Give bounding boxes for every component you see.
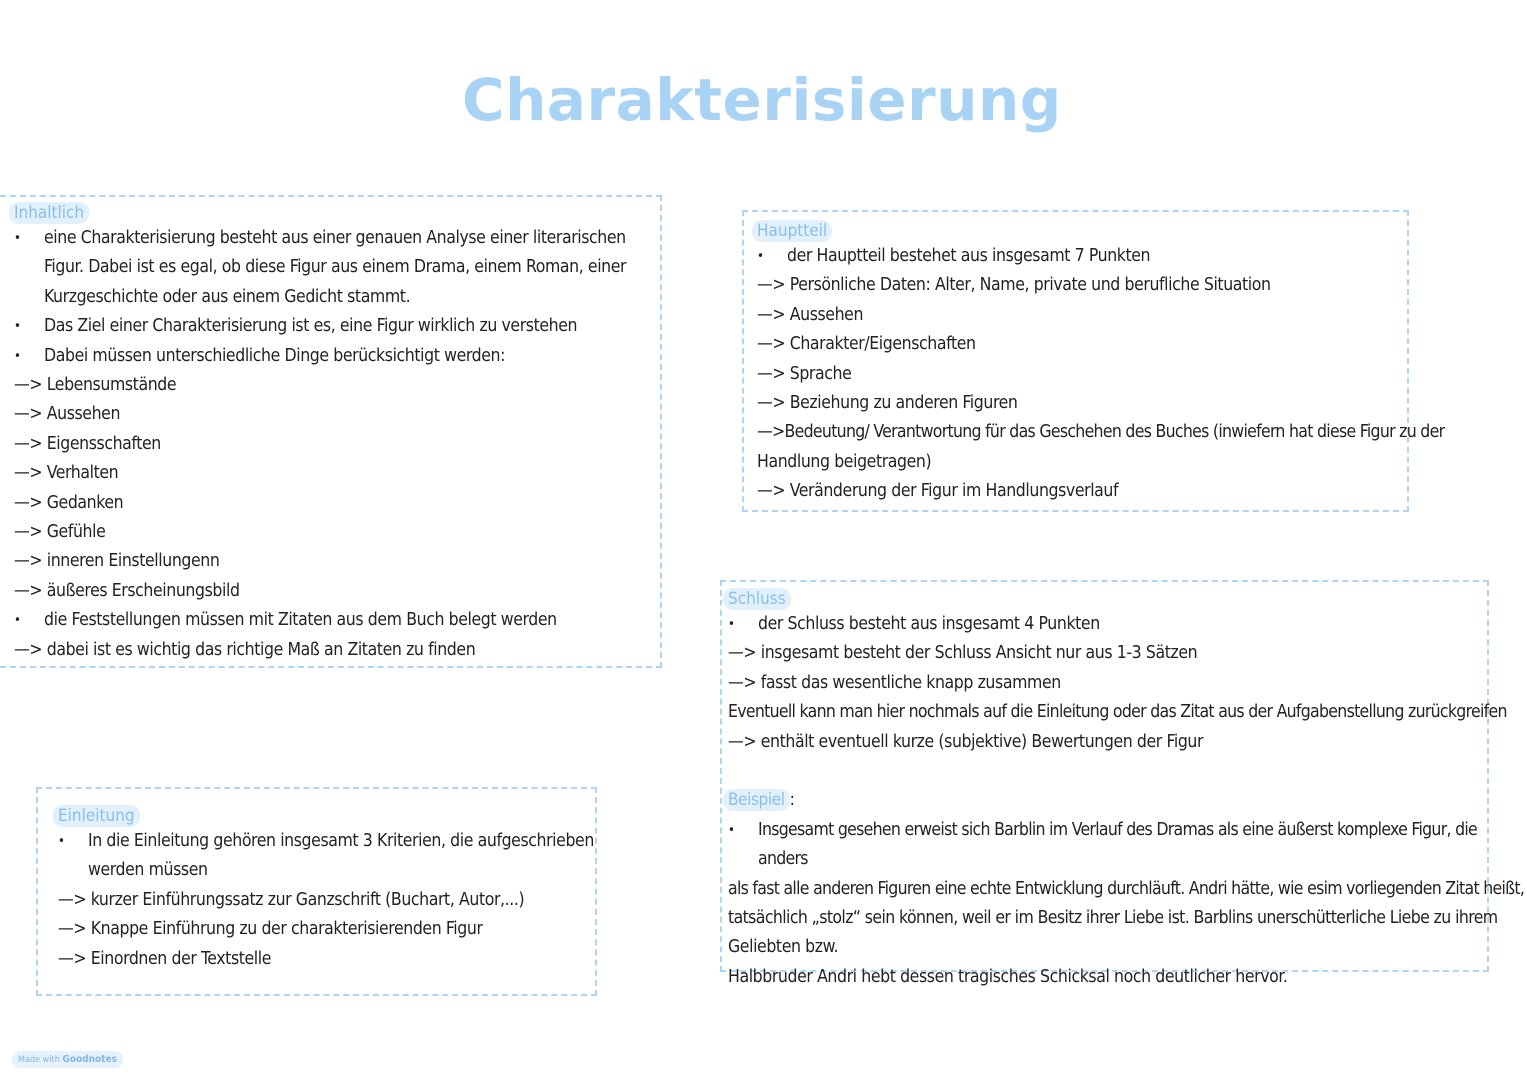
list-item: Handlung beigetragen) — [757, 451, 932, 472]
list-item: —> dabei ist es wichtig das richtige Maß an Zitaten zu finden — [14, 639, 476, 660]
list-item: —> Aussehen — [14, 404, 121, 425]
list-item: —> Sprache — [757, 363, 852, 384]
list-item: —> Gefühle — [14, 522, 106, 543]
list-item: —> Verhalten — [14, 463, 119, 484]
page-title: Charakterisierung — [462, 66, 1062, 134]
beispiel-line: als fast alle anderen Figuren eine echte Entwicklung durchläuft. Andri hätte, wie esim vorliegenden Zitat heißt, — [728, 878, 1525, 899]
list-item: —> Eigensschaften — [14, 433, 161, 454]
inhaltlich-bullet-1: • eine Charakterisierung besteht aus einer genauen Analyse einer literarischen Figur. Dabei ist es egal, ob diese Figur aus einem Drama, einem Roman, einer Kurzgeschichte oder aus einem Gedicht stammt. — [14, 224, 656, 312]
inhaltlich-bullet-4: • die Feststellungen müssen mit Zitaten aus dem Buch belegt werden — [14, 606, 660, 635]
list-item: —> Charakter/Eigenschaften — [757, 334, 976, 355]
schluss-section — [720, 580, 1525, 987]
list-item: —> Gedanken — [14, 492, 124, 513]
hauptteil-section — [742, 210, 1445, 512]
beispiel-line: Halbbruder Andri hebt dessen tragisches Schicksal noch deutlicher hervor. — [728, 966, 1288, 987]
inhaltlich-bullet-2: • Das Ziel einer Charakterisierung ist es, eine Figur wirklich zu verstehen — [14, 312, 660, 341]
beispiel-heading: Beispiel — [723, 789, 790, 811]
list-item: —> Einordnen der Textstelle — [58, 948, 272, 969]
list-item: —> Lebensumstände — [14, 375, 177, 396]
list-item: —> insgesamt besteht der Schluss Ansicht nur aus 1-3 Sätzen — [728, 643, 1198, 664]
schluss-heading: Schluss — [723, 588, 791, 610]
einleitung-bullet: • In die Einleitung gehören insgesamt 3 Kriterien, die aufgeschrieben werden müssen — [58, 827, 598, 886]
list-item: —> fasst das wesentliche knapp zusammen — [728, 672, 1061, 693]
list-item: —> Beziehung zu anderen Figuren — [757, 393, 1018, 414]
inhaltlich-bullet-3: • Dabei müssen unterschiedliche Dinge berücksichtigt werden: — [14, 342, 660, 371]
list-item: —> Veränderung der Figur im Handlungsverlauf — [757, 481, 1119, 502]
einleitung-heading: Einleitung — [53, 805, 140, 827]
list-item: —> kurzer Einführungssatz zur Ganzschrift (Buchart, Autor,...) — [58, 889, 525, 910]
list-item: —> Knappe Einführung zu der charakterisierenden Figur — [58, 919, 483, 940]
beispiel-line: Geliebten bzw. — [728, 937, 839, 958]
beispiel-line: tatsächlich „stolz“ sein können, weil er im Besitz ihrer Liebe ist. Barblins unerschütterliche Liebe zu ihrem — [728, 908, 1498, 929]
made-with-label: Made with — [18, 1055, 60, 1065]
beispiel-colon: : — [789, 790, 795, 811]
list-item: Eventuell kann man hier nochmals auf die Einleitung oder das Zitat aus der Aufgabenstellung zurückgreifen — [728, 702, 1507, 723]
inhaltlich-heading: Inhaltlich — [9, 202, 89, 224]
inhaltlich-section — [0, 195, 662, 668]
list-item: —> äußeres Erscheinungsbild — [14, 580, 240, 601]
list-item: —> inneren Einstellungenn — [14, 551, 220, 572]
list-item: —>Bedeutung/ Verantwortung für das Geschehen des Buches (inwiefern hat diese Figur zu der — [757, 422, 1445, 443]
einleitung-section — [36, 787, 597, 996]
list-item: —> enthält eventuell kurze (subjektive) Bewertungen der Figur — [728, 731, 1204, 752]
hauptteil-bullet: • der Hauptteil bestehet aus insgesamt 7 Punkten — [757, 242, 1407, 271]
list-item: —> Aussehen — [757, 304, 864, 325]
beispiel-bullet: • Insgesamt gesehen erweist sich Barblin im Verlauf des Dramas als eine äußerst komplexe Figur, die anders — [728, 816, 1487, 875]
hauptteil-heading: Hauptteil — [752, 220, 832, 242]
schluss-bullet: • der Schluss besteht aus insgesamt 4 Punkten — [728, 610, 1487, 639]
list-item: —> Persönliche Daten: Alter, Name, private und berufliche Situation — [757, 275, 1271, 296]
goodnotes-brand: Goodnotes — [62, 1054, 117, 1065]
goodnotes-badge — [12, 1051, 123, 1068]
